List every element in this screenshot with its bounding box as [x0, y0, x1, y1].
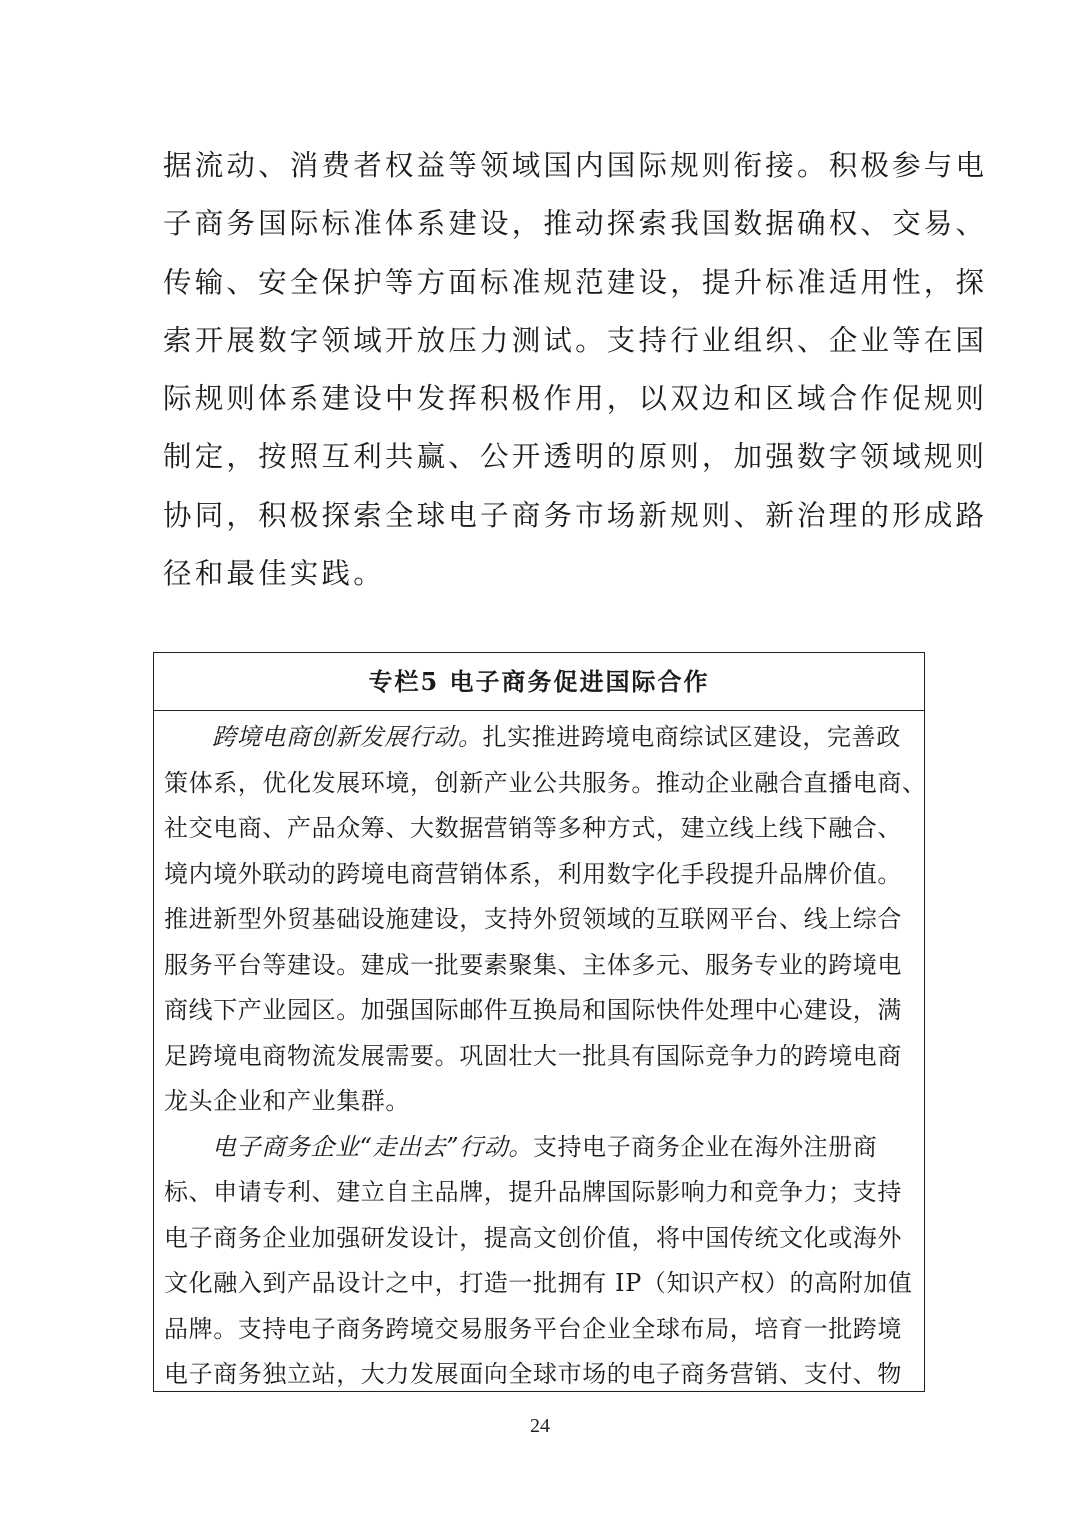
column-box-body [154, 711, 927, 1398]
main-line: 协同，积极探索全球电子商务市场新规则、新治理的形成路 [163, 498, 988, 532]
box-line [164, 715, 915, 761]
column-box [153, 652, 925, 1392]
box-line: 境内境外联动的跨境电商营销体系，利用数字化手段提升品牌价值。 [164, 859, 902, 888]
box-line [164, 1125, 915, 1171]
box-line: 标、申请专利、建立自主品牌，提升品牌国际影响力和竞争力；支持 [164, 1178, 902, 1206]
box-line: 商线下产业园区。加强国际邮件互换局和国际快件处理中心建设，满 [164, 996, 902, 1024]
box-line: 服务平台等建设。建成一批要素聚集、主体多元、服务专业的跨境电 [164, 950, 902, 979]
box-line: 策体系，优化发展环境，创新产业公共服务。推动企业融合直播电商、 [164, 768, 927, 797]
para2-lead: 电子商务企业“走出去”行动。 [212, 1132, 533, 1161]
page-number: 24 [530, 1415, 550, 1437]
para2-line1-rest: 支持电子商务企业在海外注册商 [532, 1132, 878, 1161]
box-line: 品牌。支持电子商务跨境交易服务平台企业全球布局，培育一批跨境 [164, 1314, 902, 1343]
box-line: 推进新型外贸基础设施建设，支持外贸领域的互联网平台、线上综合 [164, 905, 902, 933]
main-line: 索开展数字领域开放压力测试。支持行业组织、企业等在国 [163, 323, 988, 357]
box-line: 足跨境电商物流发展需要。巩固壮大一批具有国际竞争力的跨境电商 [164, 1041, 902, 1070]
box-line: 社交电商、产品众筹、大数据营销等多种方式，建立线上线下融合、 [164, 814, 902, 842]
main-line: 制定，按照互利共赢、公开透明的原则，加强数字领域规则 [163, 440, 988, 474]
main-line: 径和最佳实践。 [163, 557, 385, 591]
column-box-title: 专栏5 电子商务促进国际合作 [154, 653, 924, 711]
main-paragraph [163, 137, 988, 603]
box-line: 文化融入到产品设计之中，打造一批拥有 IP（知识产权）的高附加值 [164, 1269, 913, 1297]
box-line: 电子商务企业加强研发设计，提高文创价值，将中国传统文化或海外 [164, 1223, 902, 1252]
main-line: 子商务国际标准体系建设，推动探索我国数据确权、交易、 [163, 207, 988, 241]
box-line: 电子商务独立站，大力发展面向全球市场的电子商务营销、支付、物 [164, 1360, 902, 1388]
para1-lead: 跨境电商创新发展行动。 [212, 723, 483, 751]
main-line: 传输、安全保护等方面标准规范建设，提升标准适用性，探 [163, 265, 988, 299]
main-line: 际规则体系建设中发挥积极作用，以双边和区域合作促规则 [163, 382, 988, 416]
box-line: 龙头企业和产业集群。 [164, 1087, 410, 1115]
main-line: 据流动、消费者权益等领域国内国际规则衔接。积极参与电 [163, 149, 988, 182]
para1-line1-rest: 扎实推进跨境电商综试区建设，完善政 [482, 723, 901, 751]
